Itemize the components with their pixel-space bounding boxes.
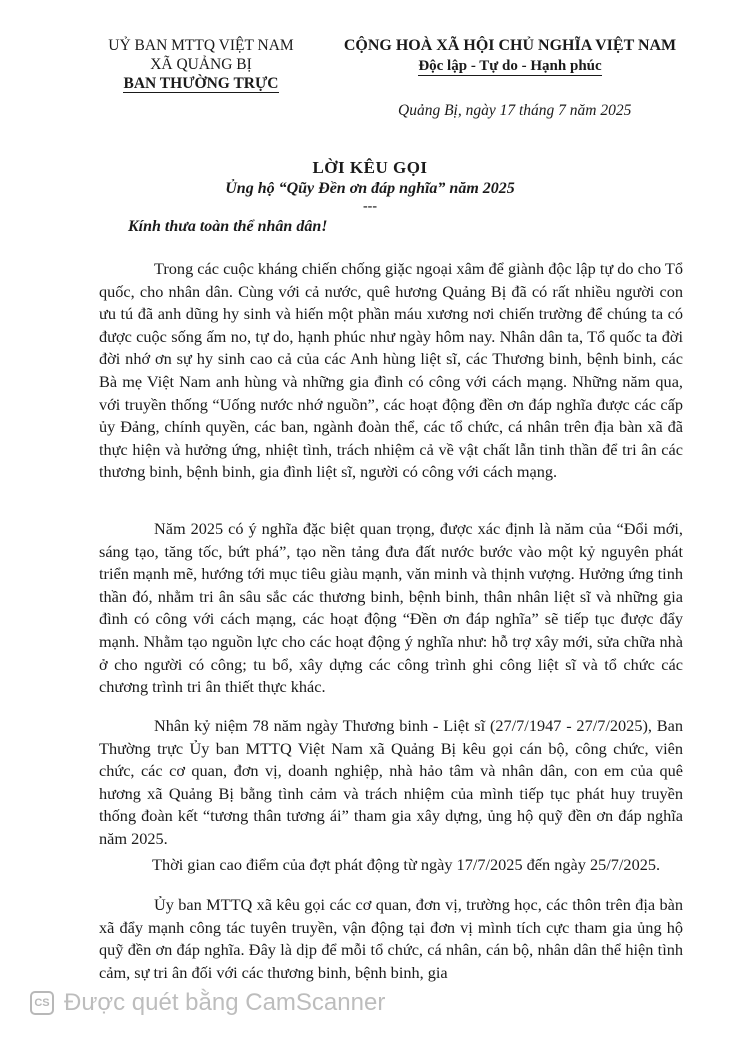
scanner-watermark <box>30 988 385 1018</box>
document-date: Quảng Bị, ngày 17 tháng 7 năm 2025 <box>398 102 632 119</box>
paragraph-3: Nhân kỷ niệm 78 năm ngày Thương binh - Liệt sĩ (27/7/1947 - 27/7/2025), Ban Thường trực Ủy ban MTTQ Việt Nam xã Quảng Bị kêu gọi cán bộ, công chức, viên chức, các cơ quan, đơn vị, doanh nghiệp, nhà hảo tâm và nhân dân, con em của quê hương xã Quảng Bị bằng tình cảm và trách nhiệm của mình tiếp tục phát huy truyền thống đoàn kết “tương thân tương ái” tham gia xây dựng, ủng hộ quỹ đền ơn đáp nghĩa năm 2025. <box>99 716 683 848</box>
paragraph-5: Ủy ban MTTQ xã kêu gọi các cơ quan, đơn vị, trường học, các thôn trên địa bàn xã đẩy mạnh công tác tuyên truyền, vận động tại đơn vị mình tích cực tham gia ủng hộ quỹ đền ơn đáp nghĩa. Đây là dịp để mỗi tổ chức, cá nhân, cán bộ, nhân dân thể hiện tình cảm, sự tri ân đối với các thương binh, bệnh binh, gia <box>99 895 683 982</box>
greeting: Kính thưa toàn thể nhân dân! <box>128 218 328 235</box>
camscanner-icon: CS <box>30 991 54 1015</box>
paragraph-2: Năm 2025 có ý nghĩa đặc biệt quan trọng, được xác định là năm của “Đổi mới, sáng tạo, tăng tốc, bứt phá”, tạo nền tảng đưa đất nước bước vào một kỷ nguyên phát triển mạnh mẽ, hướng tới mục tiêu giàu mạnh, văn minh và thịnh vượng. Hưởng ứng tinh thần đó, nhằm tri ân sâu sắc các thương binh, bệnh binh, thân nhân liệt sĩ và những gia đình có công với cách mạng, các hoạt động “Đền ơn đáp nghĩa” sẽ tiếp tục được đẩy mạnh. Nhằm tạo nguồn lực cho các hoạt động ý nghĩa như: hỗ trợ xây mới, sửa chữa nhà ở cho người có công; tu bổ, xây dựng các công trình ghi công liệt sĩ và tổ chức các chương trình tri ân thiết thực khác. <box>99 519 683 697</box>
national-motto: Độc lập - Tự do - Hạnh phúc <box>418 58 602 74</box>
paragraph-1: Trong các cuộc kháng chiến chống giặc ngoại xâm để giành độc lập tự do cho Tổ quốc, cho nhân dân. Cùng với cả nước, quê hương Quảng Bị đã có rất nhiều người con ưu tú đã anh dũng hy sinh và hiến một phần máu xương nơi chiến trường để chúng ta có được cuộc sống ấm no, tự do, hạnh phúc như ngày hôm nay. Nhân dân ta, Tổ quốc ta đời đời nhớ ơn sự hy sinh cao cả của các Anh hùng liệt sĩ, các Thương binh, bệnh binh, các Bà mẹ Việt Nam anh hùng và những gia đình có công với cách mạng. Những năm qua, với truyền thống “Uống nước nhớ nguồn”, các hoạt động đền ơn đáp nghĩa được các cấp ủy Đảng, chính quyền, các ban, ngành đoàn thể, các tổ chức, cá nhân trên địa bàn xã đã thực hiện và hưởng ứng, nhiệt tình, trách nhiệm cả về vật chất lẫn tinh thần để tri ân các thương binh, bệnh binh, gia đình liệt sĩ, người có công với cách mạng. <box>99 259 683 482</box>
agency-line-1: UỶ BAN MTTQ VIỆT NAM <box>108 37 294 54</box>
document-title: LỜI KÊU GỌI <box>312 158 428 177</box>
agency-line-3: BAN THƯỜNG TRỰC <box>123 75 279 92</box>
watermark-text: Được quét bằng CamScanner <box>64 989 386 1016</box>
title-separator: --- <box>363 199 377 214</box>
document-subtitle: Ủng hộ “Qũy Đền ơn đáp nghĩa” năm 2025 <box>225 180 515 197</box>
issuing-agency-header <box>86 36 316 93</box>
agency-line-2: XÃ QUẢNG BỊ <box>150 56 252 73</box>
paragraph-4: Thời gian cao điểm của đợt phát động từ ngày 17/7/2025 đến ngày 25/7/2025. <box>152 855 661 874</box>
national-title: CỘNG HOÀ XÃ HỘI CHỦ NGHĨA VIỆT NAM <box>343 37 677 54</box>
national-header <box>330 36 690 76</box>
